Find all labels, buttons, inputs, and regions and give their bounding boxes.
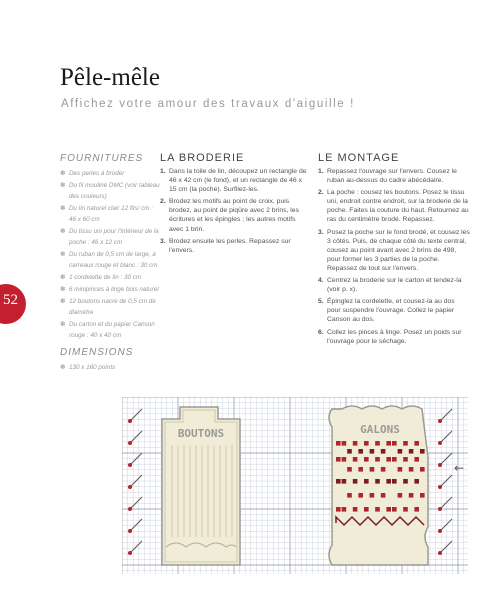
stitch (347, 493, 352, 498)
list-item: ✽ Du lin naturel clair 12 fils/ cm : 46 x 60 cm (60, 205, 153, 223)
stitch (353, 479, 358, 484)
montage-section (318, 152, 470, 349)
pin-head (438, 419, 442, 423)
pin-head (438, 507, 442, 511)
stitch (414, 479, 419, 484)
stitch (375, 507, 380, 512)
pin-head (438, 485, 442, 489)
stitch (381, 493, 386, 498)
pin-head (128, 463, 132, 467)
bullet-icon: ✽ (60, 286, 66, 293)
list-item: 5. Épinglez la cordelette, et cousez-la au dos pour suspendre l'ouvrage. Collez le papier Canson au dos. (318, 298, 455, 324)
stitch (403, 507, 408, 512)
stitch (409, 493, 414, 498)
stitch (358, 493, 363, 498)
stitch (409, 467, 414, 472)
bullet-icon: ✽ (60, 274, 66, 281)
stitch (386, 507, 391, 512)
bullet-icon: ✽ (60, 182, 66, 189)
stitch (398, 467, 403, 472)
stitch (364, 441, 369, 446)
stitch (358, 449, 363, 454)
stitch (336, 479, 341, 484)
stitch (375, 457, 380, 462)
fournitures-heading: FOURNITURES (60, 153, 144, 164)
galons-label: GALONS (360, 423, 400, 436)
pin-head (128, 507, 132, 511)
stitch (386, 457, 391, 462)
page-number: 52 (3, 292, 18, 308)
bullet-icon: ✽ (60, 298, 66, 305)
list-item: 3. Brodez ensuite les perles. Repassez sur l'envers. (160, 237, 291, 254)
pin-head (438, 441, 442, 445)
bullet-icon: ✽ (60, 364, 66, 371)
stitch (342, 479, 347, 484)
list-item: ✽ Du carton et du papier Canson rouge : 40 x 40 cm (60, 321, 155, 339)
arrow-icon: ← (454, 461, 465, 475)
broderie-heading: LA BRODERIE (160, 152, 245, 164)
list-item: ✽ 130 x 160 points (60, 364, 116, 371)
bullet-icon: ✽ (60, 251, 66, 258)
list-item: ✽ 6 minipinces à linge bois naturel (60, 286, 159, 293)
stitch (342, 457, 347, 462)
fournitures-list (60, 168, 160, 341)
galons-card (329, 406, 428, 565)
stitch (392, 457, 397, 462)
bullet-icon: ✽ (60, 321, 66, 328)
stitch (370, 467, 375, 472)
stitch (392, 441, 397, 446)
stitch (336, 441, 341, 446)
stitch (386, 441, 391, 446)
stitch (420, 449, 425, 454)
boutons-card (162, 407, 240, 565)
stitch (375, 441, 380, 446)
stitch (398, 493, 403, 498)
stitch (381, 449, 386, 454)
fournitures-section (60, 153, 160, 374)
bullet-icon: ✽ (60, 170, 66, 177)
stitch (364, 479, 369, 484)
broderie-section (160, 152, 308, 258)
boutons-label: BOUTONS (177, 427, 225, 440)
list-item: ✽ 12 boutons nacre de 0,5 cm de diamètre (60, 298, 156, 316)
list-item: 4. Centrez la broderie sur le carton et tendez-la (voir p. x). (318, 277, 462, 294)
stitch (342, 441, 347, 446)
stitch (353, 457, 358, 462)
pin-head (438, 551, 442, 555)
stitch (409, 449, 414, 454)
pin-head (438, 463, 442, 467)
stitch (403, 441, 408, 446)
stitch (420, 467, 425, 472)
stitch (414, 457, 419, 462)
stitch (403, 457, 408, 462)
stitch (381, 467, 386, 472)
pin-head (128, 441, 132, 445)
bullet-icon: ✽ (60, 205, 66, 212)
stitch (398, 449, 403, 454)
list-item: ✽ Du ruban de 0,5 cm de large, à carreaux rouge et blanc : 30 cm (60, 251, 158, 269)
list-item: ✽ Des perles à broder (60, 170, 125, 177)
stitch (403, 479, 408, 484)
stitch (392, 479, 397, 484)
stitch (347, 467, 352, 472)
pin-head (128, 419, 132, 423)
stitch (414, 507, 419, 512)
broderie-steps (160, 167, 308, 255)
stitch (342, 507, 347, 512)
stitch (370, 493, 375, 498)
list-item: 6. Collez les pinces à linge. Posez un poids sur l'ouvrage pour le séchage. (318, 328, 462, 345)
pin-head (128, 485, 132, 489)
list-item: ✽ Du fil mouliné DMC (voir tableau des couleurs) (60, 182, 160, 200)
page-subtitle: Affichez votre amour des travaux d'aiguille ! (61, 98, 355, 110)
montage-steps (318, 167, 470, 346)
stitch (386, 479, 391, 484)
stitch (375, 479, 380, 484)
pin-head (128, 529, 132, 533)
pin-head (438, 529, 442, 533)
stitch (364, 507, 369, 512)
stitch (364, 457, 369, 462)
dimensions-list (60, 362, 160, 373)
stitch (353, 441, 358, 446)
stitch (414, 441, 419, 446)
stitch (336, 507, 341, 512)
stitch (392, 507, 397, 512)
list-item: ✽ Du tissu uni pour l'intérieur de la poche : 46 x 12 cm (60, 228, 159, 246)
stitch (358, 467, 363, 472)
stitch (420, 493, 425, 498)
list-item: 1. Dans la toile de lin, découpez un rectangle de 46 x 42 cm (le fond), et un rectangle de 46 x 15 cm (la poche). Surfilez-les. (160, 168, 307, 194)
list-item: 2. La poche : cousez les boutons. Posez le tissu uni, endroit contre endroit, sur la broderie de la poche. Faites la couture du haut. Retournez au ras du centimètre brodé. Repassez. (318, 189, 469, 224)
list-item: 1. Repassez l'ouvrage sur l'envers. Cousez le ruban au-dessus du cadre abécédaire. (318, 168, 457, 185)
bullet-icon: ✽ (60, 228, 66, 235)
list-item: 2. Brodez les motifs au point de croix, puis brodez, au point de piqûre avec 2 brins, les écritures et les épingles ; les autres motifs avec 1 brin. (160, 198, 299, 233)
page-title: Pêle-mêle (60, 64, 160, 91)
pin-head (128, 551, 132, 555)
list-item: 3. Posez la poche sur le fond brodé, et cousez les 3 côtés. Puis, de chaque côté du texte central, cousez au point avant avec 2 brins de 498, pour former les 3 parties de la poche. Repassez de tout sur l'envers. (318, 228, 470, 272)
montage-heading: LE MONTAGE (318, 152, 400, 164)
stitch (370, 449, 375, 454)
list-item: ✽ 1 cordelette de lin : 30 cm (60, 274, 142, 281)
stitch (347, 449, 352, 454)
stitch (336, 457, 341, 462)
stitch (353, 507, 358, 512)
cross-stitch-chart (122, 397, 468, 574)
dimensions-heading: DIMENSIONS (60, 347, 134, 358)
